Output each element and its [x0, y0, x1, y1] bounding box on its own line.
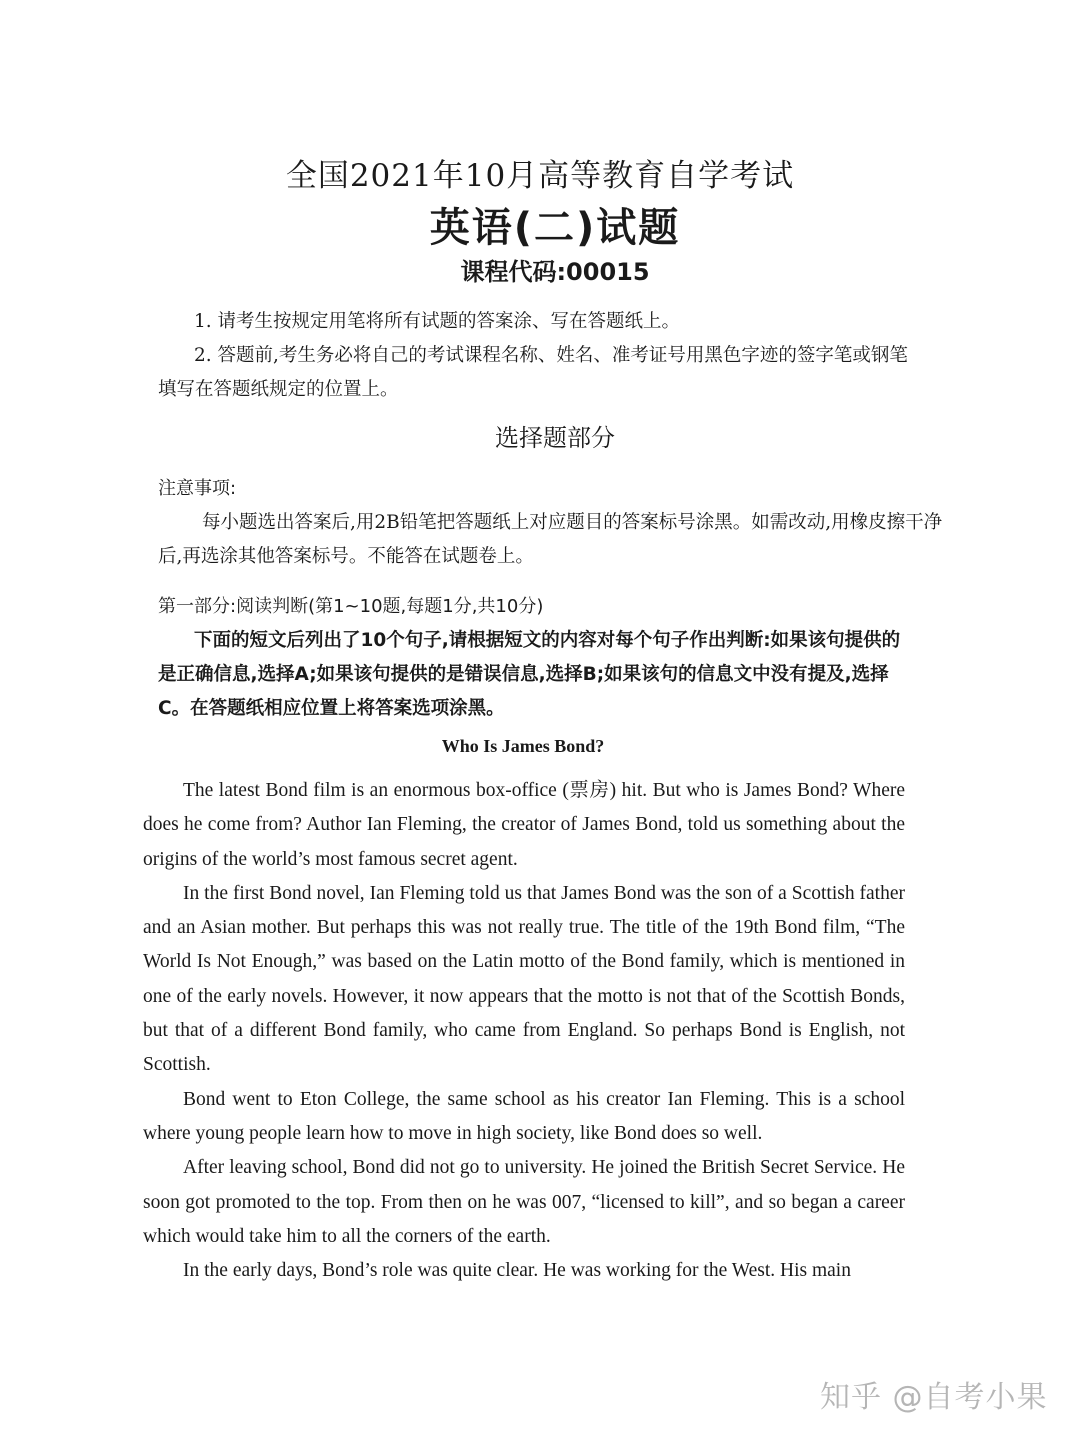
passage-paragraph: Bond went to Eton College, the same school as his creator Ian Fleming. This is a school where young people learn how to move in high society, like Bond does so well. [143, 1088, 905, 1144]
watermark: 知乎 @自考小果 [820, 1380, 1048, 1415]
passage-paragraph: In the early days, Bond’s role was quite clear. He was working for the West. His main [183, 1260, 851, 1282]
exam-title: 全国2021年10月高等教育自学考试 [285, 158, 795, 194]
passage-title: Who Is James Bond? [441, 736, 605, 756]
passage-paragraph: The latest Bond film is an enormous box-office (票房) hit. But who is James Bond? Where does he come from? Author Ian Fleming, the creator of James Bond, told us something about the origins of the world’s most famous secret agent. [143, 780, 905, 870]
note-label: 注意事项: [158, 478, 237, 499]
instruction-line: 填写在答题纸规定的位置上。 [158, 379, 399, 400]
note-text: 每小题选出答案后,用2B铅笔把答题纸上对应题目的答案标号涂黑。如需改动,用橡皮擦干净后,再选涂其他答案标号。不能答在试题卷上。 [158, 512, 943, 567]
instruction-line: 1. 请考生按规定用笔将所有试题的答案涂、写在答题纸上。 [194, 311, 681, 332]
passage-body [143, 774, 905, 1288]
passage-paragraph: After leaving school, Bond did not go to university. He joined the British Secret Service. He soon got promoted to the top. From then on he was 007, “licensed to kill”, and so began a career which would take him to all the corners of the earth. [143, 1157, 905, 1247]
course-code: 课程代码:00015 [460, 258, 650, 286]
subject-title: 英语(二)试题 [429, 205, 681, 251]
section-heading: 选择题部分 [495, 424, 615, 452]
part-instruction: 下面的短文后列出了10个句子,请根据短文的内容对每个句子作出判断:如果该句提供的是正确信息,选择A;如果该句提供的是错误信息,选择B;如果该句的信息文中没有提及,选择C。在答题纸相应位置上将答案选项涂黑。 [158, 630, 901, 719]
instructions [158, 305, 958, 407]
part-heading: 第一部分:阅读判断(第1~10题,每题1分,共10分) [158, 596, 544, 617]
instruction-line: 2. 答题前,考生务必将自己的考试课程名称、姓名、准考证号用黑色字迹的签字笔或钢笔 [194, 345, 908, 366]
passage-paragraph: In the first Bond novel, Ian Fleming told us that James Bond was the son of a Scottish father and an Asian mother. But perhaps this was not really true. The title of the 19th Bond film, “The World Is Not Enough,” was based on the Latin motto of the Bond family, which is mentioned in one of the early novels. However, it now appears that the motto is not that of the Scottish Bonds, but that of a different Bond family, who came from England. So perhaps Bond is English, not Scottish. [143, 882, 905, 1076]
